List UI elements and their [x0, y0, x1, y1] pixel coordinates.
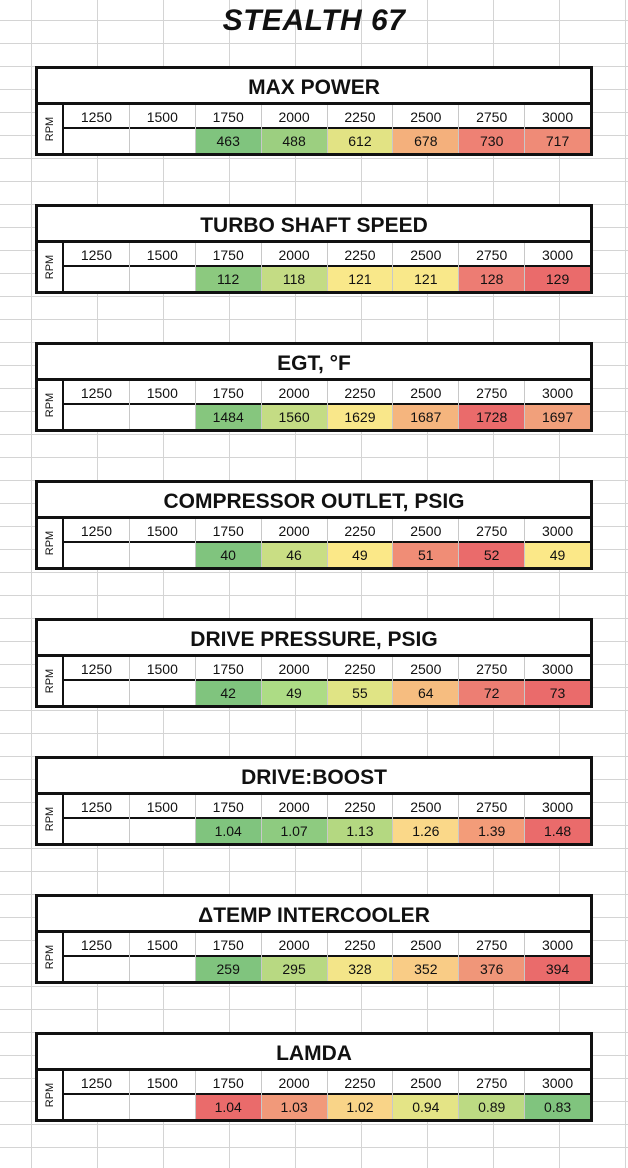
- rpm-header-cell[interactable]: 2750: [459, 657, 524, 681]
- rpm-header-cell[interactable]: 3000: [525, 105, 590, 129]
- rpm-column: [262, 795, 328, 843]
- rpm-header-cell[interactable]: 3000: [525, 519, 590, 543]
- table-title: EGT, °F: [38, 345, 590, 381]
- rpm-column: [196, 795, 262, 843]
- rpm-column: [525, 381, 590, 429]
- rpm-header-cell[interactable]: 1250: [64, 933, 129, 957]
- data-table: [35, 480, 593, 570]
- rpm-header-cell[interactable]: 1750: [196, 795, 261, 819]
- rpm-axis-label: [38, 381, 64, 429]
- rpm-header-cell[interactable]: 2750: [459, 795, 524, 819]
- rpm-column: [64, 1071, 130, 1119]
- table-grid: [38, 1071, 590, 1119]
- rpm-header-cell[interactable]: 1750: [196, 933, 261, 957]
- rpm-header-cell[interactable]: 1500: [130, 519, 195, 543]
- rpm-column: [393, 1071, 459, 1119]
- rpm-header-cell[interactable]: 1250: [64, 795, 129, 819]
- table-title: MAX POWER: [38, 69, 590, 105]
- value-cell[interactable]: 73: [525, 681, 590, 705]
- value-cell[interactable]: 1.04: [196, 819, 261, 843]
- rpm-header-cell[interactable]: 3000: [525, 243, 590, 267]
- rpm-column: [393, 657, 459, 705]
- sheet-title: STEALTH 67: [222, 4, 406, 37]
- rpm-label-text: RPM: [44, 116, 56, 142]
- value-cell[interactable]: 678: [393, 129, 458, 153]
- table-grid: [38, 105, 590, 153]
- rpm-column: [525, 657, 590, 705]
- rpm-column: [393, 519, 459, 567]
- rpm-header-cell[interactable]: 2750: [459, 519, 524, 543]
- rpm-header-cell[interactable]: 1250: [64, 519, 129, 543]
- value-cell[interactable]: 1.07: [262, 819, 327, 843]
- value-cell[interactable]: 40: [196, 543, 261, 567]
- rpm-column: [130, 519, 196, 567]
- rpm-header-cell[interactable]: 3000: [525, 933, 590, 957]
- rpm-column: [459, 1071, 525, 1119]
- value-cell[interactable]: [64, 267, 129, 291]
- table-title: LAMDA: [38, 1035, 590, 1071]
- rpm-column: [328, 381, 394, 429]
- value-cell[interactable]: [64, 957, 129, 981]
- data-table: [35, 618, 593, 708]
- rpm-header-cell[interactable]: 2000: [262, 381, 327, 405]
- rpm-axis-label: [38, 795, 64, 843]
- value-cell[interactable]: 730: [459, 129, 524, 153]
- rpm-header-cell[interactable]: 1500: [130, 657, 195, 681]
- rpm-column: [459, 519, 525, 567]
- rpm-column: [459, 105, 525, 153]
- value-cell[interactable]: 1697: [525, 405, 590, 429]
- value-cell[interactable]: 612: [328, 129, 393, 153]
- rpm-column: [393, 933, 459, 981]
- value-cell[interactable]: 463: [196, 129, 261, 153]
- rpm-column: [525, 933, 590, 981]
- rpm-header-cell[interactable]: 1250: [64, 105, 129, 129]
- rpm-column: [64, 381, 130, 429]
- value-cell[interactable]: [130, 405, 195, 429]
- rpm-header-cell[interactable]: 2750: [459, 1071, 524, 1095]
- rpm-column: [130, 381, 196, 429]
- value-cell[interactable]: 328: [328, 957, 393, 981]
- rpm-axis-label: [38, 657, 64, 705]
- rpm-column: [328, 519, 394, 567]
- rpm-column: [130, 657, 196, 705]
- rpm-header-cell[interactable]: 2250: [328, 243, 393, 267]
- rpm-header-cell[interactable]: 1250: [64, 381, 129, 405]
- value-cell[interactable]: 1.04: [196, 1095, 261, 1119]
- value-cell[interactable]: 376: [459, 957, 524, 981]
- value-cell[interactable]: 51: [393, 543, 458, 567]
- value-cell[interactable]: [64, 129, 129, 153]
- value-cell[interactable]: 0.89: [459, 1095, 524, 1119]
- rpm-header-cell[interactable]: 2250: [328, 519, 393, 543]
- rpm-column: [525, 795, 590, 843]
- rpm-column: [459, 243, 525, 291]
- rpm-header-cell[interactable]: 2000: [262, 795, 327, 819]
- value-cell[interactable]: 55: [328, 681, 393, 705]
- rpm-column: [262, 105, 328, 153]
- value-cell[interactable]: [64, 681, 129, 705]
- rpm-header-cell[interactable]: 2250: [328, 1071, 393, 1095]
- rpm-column: [130, 105, 196, 153]
- rpm-header-cell[interactable]: 2750: [459, 381, 524, 405]
- table-grid: [38, 657, 590, 705]
- rpm-header-cell[interactable]: 3000: [525, 1071, 590, 1095]
- value-cell[interactable]: 1728: [459, 405, 524, 429]
- rpm-column: [262, 1071, 328, 1119]
- value-cell[interactable]: 112: [196, 267, 261, 291]
- rpm-header-cell[interactable]: 2250: [328, 105, 393, 129]
- rpm-label-text: RPM: [44, 530, 56, 556]
- rpm-column: [393, 795, 459, 843]
- rpm-column: [130, 795, 196, 843]
- value-cell[interactable]: 488: [262, 129, 327, 153]
- table-title: TURBO SHAFT SPEED: [38, 207, 590, 243]
- rpm-header-cell[interactable]: 2750: [459, 933, 524, 957]
- data-table: [35, 342, 593, 432]
- rpm-column: [196, 381, 262, 429]
- data-table: [35, 204, 593, 294]
- value-cell[interactable]: 1.26: [393, 819, 458, 843]
- table-title: DRIVE:BOOST: [38, 759, 590, 795]
- value-cell[interactable]: 1687: [393, 405, 458, 429]
- rpm-column: [262, 243, 328, 291]
- rpm-column: [64, 795, 130, 843]
- value-cell[interactable]: 64: [393, 681, 458, 705]
- rpm-header-cell[interactable]: 1500: [130, 105, 195, 129]
- rpm-column: [196, 933, 262, 981]
- rpm-header-cell[interactable]: 1500: [130, 243, 195, 267]
- value-cell[interactable]: 1.39: [459, 819, 524, 843]
- rpm-column: [393, 243, 459, 291]
- rpm-header-cell[interactable]: 2250: [328, 795, 393, 819]
- rpm-header-cell[interactable]: 2500: [393, 1071, 458, 1095]
- rpm-header-cell[interactable]: 1500: [130, 933, 195, 957]
- value-cell[interactable]: 118: [262, 267, 327, 291]
- value-cell[interactable]: 129: [525, 267, 590, 291]
- rpm-header-cell[interactable]: 1750: [196, 1071, 261, 1095]
- table-grid: [38, 381, 590, 429]
- table-grid: [38, 933, 590, 981]
- value-cell[interactable]: 1.02: [328, 1095, 393, 1119]
- value-cell[interactable]: 717: [525, 129, 590, 153]
- table-grid: [38, 519, 590, 567]
- value-cell[interactable]: [130, 957, 195, 981]
- table-title: COMPRESSOR OUTLET, PSIG: [38, 483, 590, 519]
- value-cell[interactable]: [64, 1095, 129, 1119]
- value-cell[interactable]: 352: [393, 957, 458, 981]
- rpm-column: [459, 657, 525, 705]
- data-table: [35, 1032, 593, 1122]
- rpm-header-cell[interactable]: 1500: [130, 1071, 195, 1095]
- rpm-header-cell[interactable]: 1750: [196, 105, 261, 129]
- table-grid: [38, 795, 590, 843]
- rpm-column: [328, 795, 394, 843]
- rpm-column: [328, 657, 394, 705]
- value-cell[interactable]: 259: [196, 957, 261, 981]
- rpm-header-cell[interactable]: 2000: [262, 1071, 327, 1095]
- rpm-column: [459, 795, 525, 843]
- value-cell[interactable]: 49: [262, 681, 327, 705]
- rpm-header-cell[interactable]: 1750: [196, 381, 261, 405]
- value-cell[interactable]: 295: [262, 957, 327, 981]
- rpm-header-cell[interactable]: 2250: [328, 933, 393, 957]
- rpm-label-text: RPM: [44, 806, 56, 832]
- value-cell[interactable]: 121: [328, 267, 393, 291]
- rpm-header-cell[interactable]: 2500: [393, 933, 458, 957]
- rpm-header-cell[interactable]: 2000: [262, 519, 327, 543]
- rpm-header-cell[interactable]: 3000: [525, 795, 590, 819]
- rpm-header-cell[interactable]: 3000: [525, 381, 590, 405]
- rpm-column: [328, 105, 394, 153]
- value-cell[interactable]: [130, 819, 195, 843]
- value-cell[interactable]: [64, 405, 129, 429]
- rpm-column: [459, 933, 525, 981]
- rpm-column: [130, 933, 196, 981]
- value-cell[interactable]: [130, 1095, 195, 1119]
- value-cell[interactable]: 1.03: [262, 1095, 327, 1119]
- rpm-column: [525, 1071, 590, 1119]
- value-cell[interactable]: 0.83: [525, 1095, 590, 1119]
- rpm-column: [525, 243, 590, 291]
- rpm-column: [196, 243, 262, 291]
- rpm-axis-label: [38, 1071, 64, 1119]
- rpm-column: [393, 381, 459, 429]
- rpm-header-cell[interactable]: 2500: [393, 381, 458, 405]
- rpm-label-text: RPM: [44, 668, 56, 694]
- rpm-header-cell[interactable]: 2000: [262, 243, 327, 267]
- rpm-label-text: RPM: [44, 254, 56, 280]
- rpm-column: [262, 657, 328, 705]
- rpm-header-cell[interactable]: 1250: [64, 1071, 129, 1095]
- rpm-axis-label: [38, 933, 64, 981]
- value-cell[interactable]: 121: [393, 267, 458, 291]
- rpm-column: [130, 1071, 196, 1119]
- rpm-header-cell[interactable]: 2000: [262, 105, 327, 129]
- rpm-label-text: RPM: [44, 1082, 56, 1108]
- rpm-header-cell[interactable]: 2000: [262, 933, 327, 957]
- rpm-column: [262, 933, 328, 981]
- value-cell[interactable]: [130, 267, 195, 291]
- rpm-column: [196, 1071, 262, 1119]
- data-table: [35, 756, 593, 846]
- value-cell[interactable]: 72: [459, 681, 524, 705]
- value-cell[interactable]: 49: [328, 543, 393, 567]
- rpm-column: [196, 105, 262, 153]
- rpm-column: [525, 105, 590, 153]
- data-table: [35, 894, 593, 984]
- value-cell[interactable]: [130, 681, 195, 705]
- rpm-column: [130, 243, 196, 291]
- rpm-axis-label: [38, 519, 64, 567]
- rpm-column: [328, 933, 394, 981]
- data-table: [35, 66, 593, 156]
- rpm-header-cell[interactable]: 1500: [130, 381, 195, 405]
- rpm-header-cell[interactable]: 2750: [459, 105, 524, 129]
- rpm-column: [64, 519, 130, 567]
- rpm-column: [328, 1071, 394, 1119]
- value-cell[interactable]: 1629: [328, 405, 393, 429]
- rpm-header-cell[interactable]: 2500: [393, 105, 458, 129]
- rpm-axis-label: [38, 105, 64, 153]
- rpm-column: [196, 519, 262, 567]
- rpm-header-cell[interactable]: 2250: [328, 381, 393, 405]
- value-cell[interactable]: 52: [459, 543, 524, 567]
- rpm-column: [525, 519, 590, 567]
- value-cell[interactable]: [130, 543, 195, 567]
- rpm-header-cell[interactable]: 1750: [196, 243, 261, 267]
- rpm-label-text: RPM: [44, 944, 56, 970]
- rpm-header-cell[interactable]: 2500: [393, 657, 458, 681]
- value-cell[interactable]: 394: [525, 957, 590, 981]
- table-title: ΔTEMP INTERCOOLER: [38, 897, 590, 933]
- rpm-column: [393, 105, 459, 153]
- rpm-header-cell[interactable]: 1750: [196, 519, 261, 543]
- value-cell[interactable]: [64, 543, 129, 567]
- rpm-column: [196, 657, 262, 705]
- rpm-header-cell[interactable]: 3000: [525, 657, 590, 681]
- value-cell[interactable]: 1.13: [328, 819, 393, 843]
- value-cell[interactable]: 128: [459, 267, 524, 291]
- table-grid: [38, 243, 590, 291]
- value-cell[interactable]: 49: [525, 543, 590, 567]
- value-cell[interactable]: [64, 819, 129, 843]
- rpm-label-text: RPM: [44, 392, 56, 418]
- value-cell[interactable]: 1560: [262, 405, 327, 429]
- value-cell[interactable]: 42: [196, 681, 261, 705]
- rpm-axis-label: [38, 243, 64, 291]
- rpm-header-cell[interactable]: 2000: [262, 657, 327, 681]
- table-title: DRIVE PRESSURE, PSIG: [38, 621, 590, 657]
- value-cell[interactable]: 0.94: [393, 1095, 458, 1119]
- rpm-column: [64, 105, 130, 153]
- rpm-column: [328, 243, 394, 291]
- rpm-column: [262, 381, 328, 429]
- rpm-header-cell[interactable]: 1250: [64, 657, 129, 681]
- value-cell[interactable]: 1.48: [525, 819, 590, 843]
- rpm-column: [64, 933, 130, 981]
- rpm-column: [64, 243, 130, 291]
- rpm-header-cell[interactable]: 2500: [393, 519, 458, 543]
- value-cell[interactable]: [130, 129, 195, 153]
- rpm-header-cell[interactable]: 2750: [459, 243, 524, 267]
- rpm-header-cell[interactable]: 2500: [393, 243, 458, 267]
- rpm-header-cell[interactable]: 1250: [64, 243, 129, 267]
- rpm-header-cell[interactable]: 2500: [393, 795, 458, 819]
- rpm-header-cell[interactable]: 1500: [130, 795, 195, 819]
- value-cell[interactable]: 46: [262, 543, 327, 567]
- rpm-column: [262, 519, 328, 567]
- value-cell[interactable]: 1484: [196, 405, 261, 429]
- rpm-column: [459, 381, 525, 429]
- rpm-column: [64, 657, 130, 705]
- rpm-header-cell[interactable]: 1750: [196, 657, 261, 681]
- rpm-header-cell[interactable]: 2250: [328, 657, 393, 681]
